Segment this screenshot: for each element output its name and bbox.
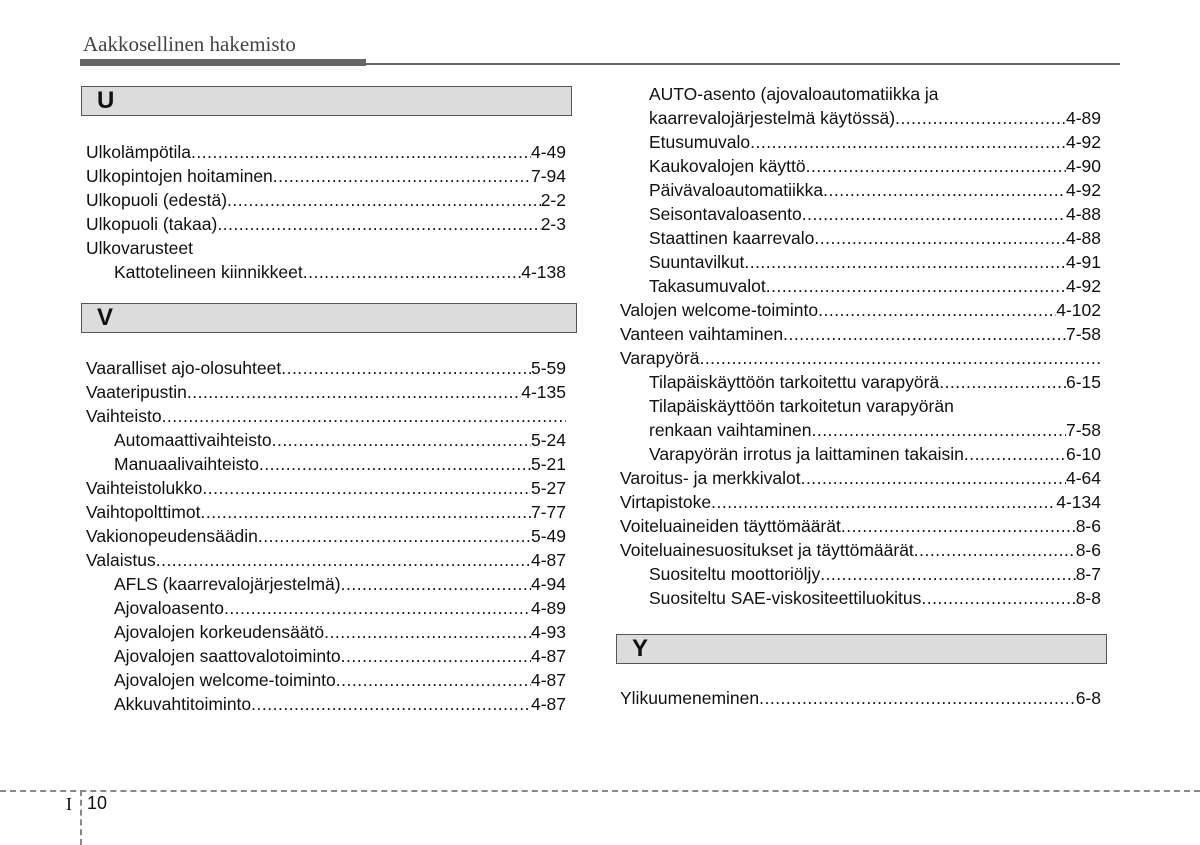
footer-section-marker: I [66,794,72,814]
index-subentry: Kattotelineen kiinnikkeet ..... 4-138 [114,260,566,284]
index-entry: Vakionopeudensäädin ..... 5-49 [86,524,566,548]
index-entry: Varapyörä ..... [620,346,1101,370]
index-subentry: Ajovalojen korkeudensäätö ..... 4-93 [114,620,566,644]
index-entry: Ulkovarusteet [86,238,193,258]
index-entry: Ylikuumeneminen ..... 6-8 [620,686,1101,710]
footer-divider [0,790,1200,792]
index-entry: Ulkopuoli (takaa) ..... 2-3 [86,212,566,236]
index-subentry: Ajovalojen saattovalotoiminto ..... 4-87 [114,644,566,668]
index-entry: Valaistus ..... 4-87 [86,548,566,572]
page-header-title: Aakkosellinen hakemisto [83,32,296,56]
index-subentry: Päivävaloautomatiikka ..... 4-92 [649,178,1101,202]
index-subentry: Etusumuvalo ..... 4-92 [649,130,1101,154]
section-heading-u: U [81,86,572,116]
index-entry: Voiteluaineiden täyttömäärät ..... 8-6 [620,514,1101,538]
index-entry: Virtapistoke ..... 4-134 [620,490,1101,514]
index-subentry: Varapyörän irrotus ja laittaminen takaisin ..... 6-10 [649,442,1101,466]
index-entry: Vaihteistolukko ..... 5-27 [86,476,566,500]
index-entry: Valojen welcome-toiminto ..... 4-102 [620,298,1101,322]
index-subentry: Manuaalivaihteisto ..... 5-21 [114,452,566,476]
index-subentry: kaarrevalojärjestelmä käytössä) ..... 4-89 [649,106,1101,130]
footer-vertical-divider [80,790,82,845]
index-subentry: Automaattivaihteisto ..... 5-24 [114,428,566,452]
section-heading-v: V [81,303,577,333]
index-subentry: Staattinen kaarrevalo ..... 4-88 [649,226,1101,250]
index-entry: Voiteluainesuositukset ja täyttömäärät ..... 8-6 [620,538,1101,562]
index-entry: Vaihtopolttimot ..... 7-77 [86,500,566,524]
index-entry: Vaaralliset ajo-olosuhteet ..... 5-59 [86,356,566,380]
index-subentry: Akkuvahtitoiminto ..... 4-87 [114,692,566,716]
index-entry: Vaihteisto ..... [86,404,566,428]
header-rule-thin [366,63,1120,65]
index-subentry: Suuntavilkut ..... 4-91 [649,250,1101,274]
section-heading-y: Y [616,634,1107,664]
index-entry: Vaateripustin ..... 4-135 [86,380,566,404]
index-entry: Varoitus- ja merkkivalot ..... 4-64 [620,466,1101,490]
index-subentry: Takasumuvalot ..... 4-92 [649,274,1101,298]
index-entry: Ulkolämpötila ..... 4-49 [86,140,566,164]
header-rule-thick [80,59,366,66]
index-entry: Ulkopintojen hoitaminen ..... 7-94 [86,164,566,188]
index-subentry: Tilapäiskäyttöön tarkoitettu varapyörä ..... 6-15 [649,370,1101,394]
index-subentry: Ajovalojen welcome-toiminto ..... 4-87 [114,668,566,692]
index-subentry: Suositeltu SAE-viskositeettiluokitus ..... 8-8 [649,586,1101,610]
index-subentry: AUTO-asento (ajovaloautomatiikka ja [649,84,939,104]
index-subentry: renkaan vaihtaminen ..... 7-58 [649,418,1101,442]
index-entry: Vanteen vaihtaminen ..... 7-58 [620,322,1101,346]
page-number: 10 [87,793,108,813]
index-entry: Ulkopuoli (edestä) ..... 2-2 [86,188,566,212]
index-subentry: Suositeltu moottoriöljy ..... 8-7 [649,562,1101,586]
index-subentry: Ajovaloasento ..... 4-89 [114,596,566,620]
index-subentry: Kaukovalojen käyttö ..... 4-90 [649,154,1101,178]
index-subentry: Seisontavaloasento ..... 4-88 [649,202,1101,226]
index-subentry: Tilapäiskäyttöön tarkoitetun varapyörän [649,396,954,416]
index-subentry: AFLS (kaarrevalojärjestelmä) ..... 4-94 [114,572,566,596]
